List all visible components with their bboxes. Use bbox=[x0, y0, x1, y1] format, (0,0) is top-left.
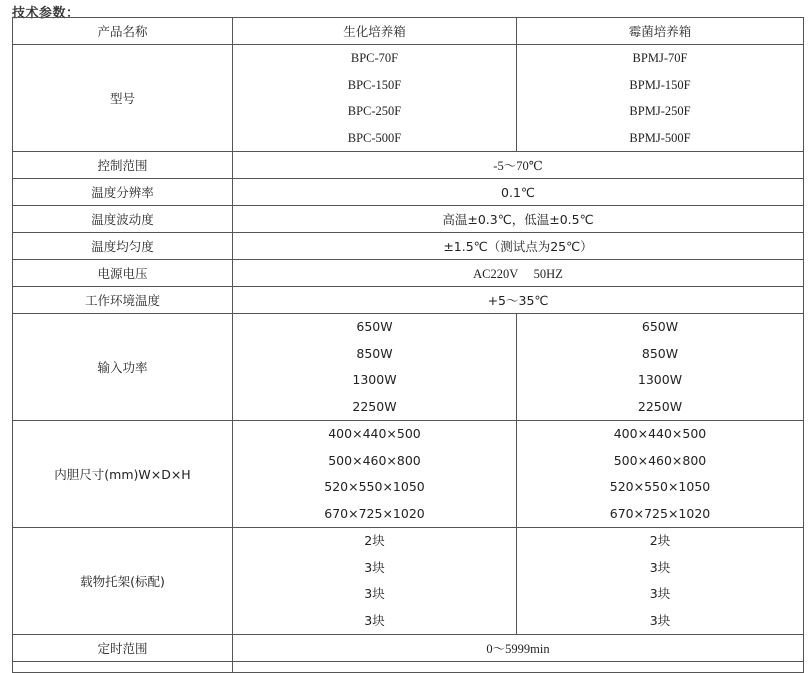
chamber-size-col2-item: 500×460×800 bbox=[613, 452, 707, 468]
shelves-col2-item: 3块 bbox=[649, 559, 671, 575]
spec-table bbox=[12, 17, 804, 673]
input-power-col1-item: 2250W bbox=[352, 398, 397, 414]
chamber-size-col1-item: 400×440×500 bbox=[328, 426, 421, 441]
temp-uniformity-value: ±1.5℃（测试点为25℃） bbox=[233, 233, 804, 260]
input-power-label: 输入功率 bbox=[13, 314, 233, 421]
table-row-chamber-size bbox=[13, 421, 804, 528]
table-row-temp-resolution bbox=[13, 179, 804, 206]
input-power-col1 bbox=[233, 314, 517, 421]
table-row-ambient-temp bbox=[13, 287, 804, 314]
control-range-value: -5～70℃ bbox=[233, 152, 804, 179]
shelves-col2-item: 3块 bbox=[649, 612, 671, 628]
table-row-temp-fluctuation bbox=[13, 206, 804, 233]
shelves-label: 载物托架(标配) bbox=[13, 528, 233, 635]
chamber-size-col1-item: 500×460×800 bbox=[328, 452, 421, 468]
shelves-col1-item: 3块 bbox=[364, 559, 385, 575]
shelves-col2-item: 3块 bbox=[649, 586, 671, 601]
shelves-col1-item: 3块 bbox=[364, 586, 385, 601]
table-row-temp-uniformity bbox=[13, 233, 804, 260]
shelves-col2-item: 2块 bbox=[649, 533, 671, 548]
chamber-size-col2-item: 670×725×1020 bbox=[609, 505, 711, 521]
shelves-col1-item: 3块 bbox=[364, 612, 385, 628]
ambient-temp-label: 工作环境温度 bbox=[13, 287, 233, 314]
table-row-timer-range bbox=[13, 635, 804, 662]
model-col1 bbox=[233, 45, 517, 152]
truncated-cell bbox=[233, 662, 804, 673]
shelves-col2 bbox=[517, 528, 804, 635]
timer-range-label: 定时范围 bbox=[13, 635, 233, 662]
model-col2-item: BPMJ-500F bbox=[629, 130, 691, 145]
section-heading: 技术参数： bbox=[12, 6, 80, 21]
table-row-input-power bbox=[13, 314, 804, 421]
table-row-truncated bbox=[13, 662, 804, 673]
model-col1-item: BPC-500F bbox=[347, 130, 402, 145]
input-power-col2 bbox=[517, 314, 804, 421]
chamber-size-col1-item: 520×550×1050 bbox=[324, 479, 425, 494]
power-voltage-value: AC220V 50HZ bbox=[233, 260, 804, 287]
control-range-label: 控制范围 bbox=[13, 152, 233, 179]
temp-fluctuation-value: 高温±0.3℃，低温±0.5℃ bbox=[233, 206, 804, 233]
model-col1-item: BPC-250F bbox=[347, 104, 402, 118]
input-power-col1-item: 1300W bbox=[352, 372, 397, 387]
timer-range-value: 0～5999min bbox=[233, 635, 804, 662]
table-row-power-voltage bbox=[13, 260, 804, 287]
header-product-name: 产品名称 bbox=[13, 18, 233, 45]
model-col2-item: BPMJ-250F bbox=[629, 104, 691, 118]
input-power-col2-item: 1300W bbox=[637, 372, 683, 387]
temp-resolution-label: 温度分辨率 bbox=[13, 179, 233, 206]
temp-resolution-value: 0.1℃ bbox=[233, 179, 804, 206]
chamber-size-col2-item: 400×440×500 bbox=[613, 426, 707, 441]
input-power-col2-item: 2250W bbox=[637, 398, 683, 414]
model-col2-item: BPMJ-70F bbox=[632, 51, 688, 65]
input-power-col2-item: 650W bbox=[641, 319, 679, 334]
ambient-temp-value: +5～35℃ bbox=[233, 287, 804, 314]
model-col1-item: BPC-70F bbox=[350, 51, 399, 65]
chamber-size-col1-item: 670×725×1020 bbox=[324, 505, 425, 521]
shelves-col1 bbox=[233, 528, 517, 635]
input-power-col1-item: 850W bbox=[356, 345, 393, 361]
table-row-model bbox=[13, 45, 804, 152]
model-col2-item: BPMJ-150F bbox=[629, 77, 691, 92]
shelves-col1-item: 2块 bbox=[364, 533, 385, 548]
model-col2 bbox=[517, 45, 804, 152]
power-voltage-label: 电源电压 bbox=[13, 260, 233, 287]
chamber-size-col2 bbox=[517, 421, 804, 528]
truncated-cell bbox=[13, 662, 233, 673]
header-col-biochemical: 生化培养箱 bbox=[233, 18, 517, 45]
temp-fluctuation-label: 温度波动度 bbox=[13, 206, 233, 233]
model-label: 型号 bbox=[13, 45, 233, 152]
chamber-size-col1 bbox=[233, 421, 517, 528]
table-row-shelves bbox=[13, 528, 804, 635]
chamber-size-label: 内胆尺寸(mm)W×D×H bbox=[13, 421, 233, 528]
table-row-control-range bbox=[13, 152, 804, 179]
header-col-mould: 霉菌培养箱 bbox=[517, 18, 804, 45]
input-power-col1-item: 650W bbox=[356, 319, 393, 334]
temp-uniformity-label: 温度均匀度 bbox=[13, 233, 233, 260]
model-col1-item: BPC-150F bbox=[347, 77, 402, 92]
table-header-row bbox=[13, 18, 804, 45]
input-power-col2-item: 850W bbox=[641, 345, 679, 361]
chamber-size-col2-item: 520×550×1050 bbox=[609, 479, 711, 494]
